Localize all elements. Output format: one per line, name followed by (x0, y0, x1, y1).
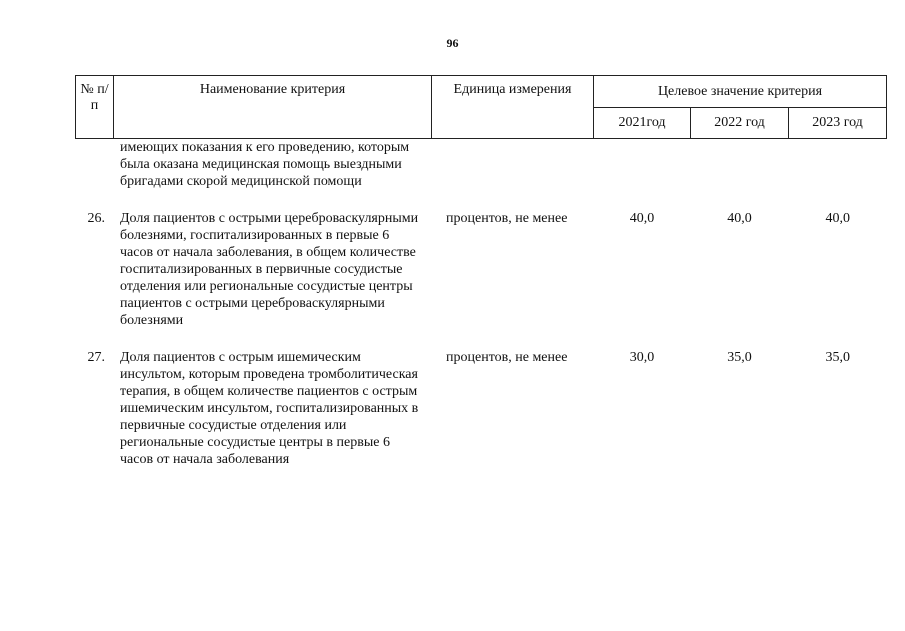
value-2022: 35,0 (727, 350, 752, 365)
value-2023: 35,0 (825, 350, 850, 365)
unit-value: процентов, не менее (446, 350, 568, 365)
continuation-text: имеющих показания к его проведению, которым была оказана медицинская помощь выездными бригадами скорой медицинской помощи (120, 140, 410, 189)
table-row (76, 209, 887, 330)
page-number: 96 (446, 36, 459, 50)
header-year-2021: 2021год (594, 108, 691, 139)
criterion-name: Доля пациентов с острым ишемическим инсультом, которым проведена тромболитическая терапия, в общем количестве пациентов с острым ишемическим инсультом, госпитализированных в первичные сосудистые отделения или региональные сосудистые центры в первые 6 часов от начала заболевания (120, 350, 419, 467)
criteria-table (75, 75, 887, 469)
criterion-name: Доля пациентов с острыми цереброваскулярными болезнями, госпитализированных в первые 6 часов от начала заболевания, в общем количестве госпитализированных в первичные сосудистые отделения или региональные сосудистые центры пациентов с острыми цереброваскулярными болезнями (120, 211, 419, 328)
table-row (76, 139, 887, 192)
header-year-2022: 2022 год (691, 108, 789, 139)
unit-value: процентов, не менее (446, 211, 568, 226)
header-target-value: Целевое значение критерия (594, 76, 887, 108)
value-2022: 40,0 (727, 211, 752, 226)
header-criterion-name: Наименование критерия (114, 76, 432, 139)
header-unit: Единица измерения (432, 76, 594, 139)
value-2021: 30,0 (629, 350, 655, 365)
row-number: 26. (87, 211, 105, 226)
value-2021: 40,0 (629, 211, 655, 226)
value-2023: 40,0 (825, 211, 850, 226)
table-row (76, 348, 887, 469)
header-number: № п/п (76, 76, 114, 139)
row-number: 27. (87, 350, 105, 365)
header-year-2023: 2023 год (789, 108, 887, 139)
